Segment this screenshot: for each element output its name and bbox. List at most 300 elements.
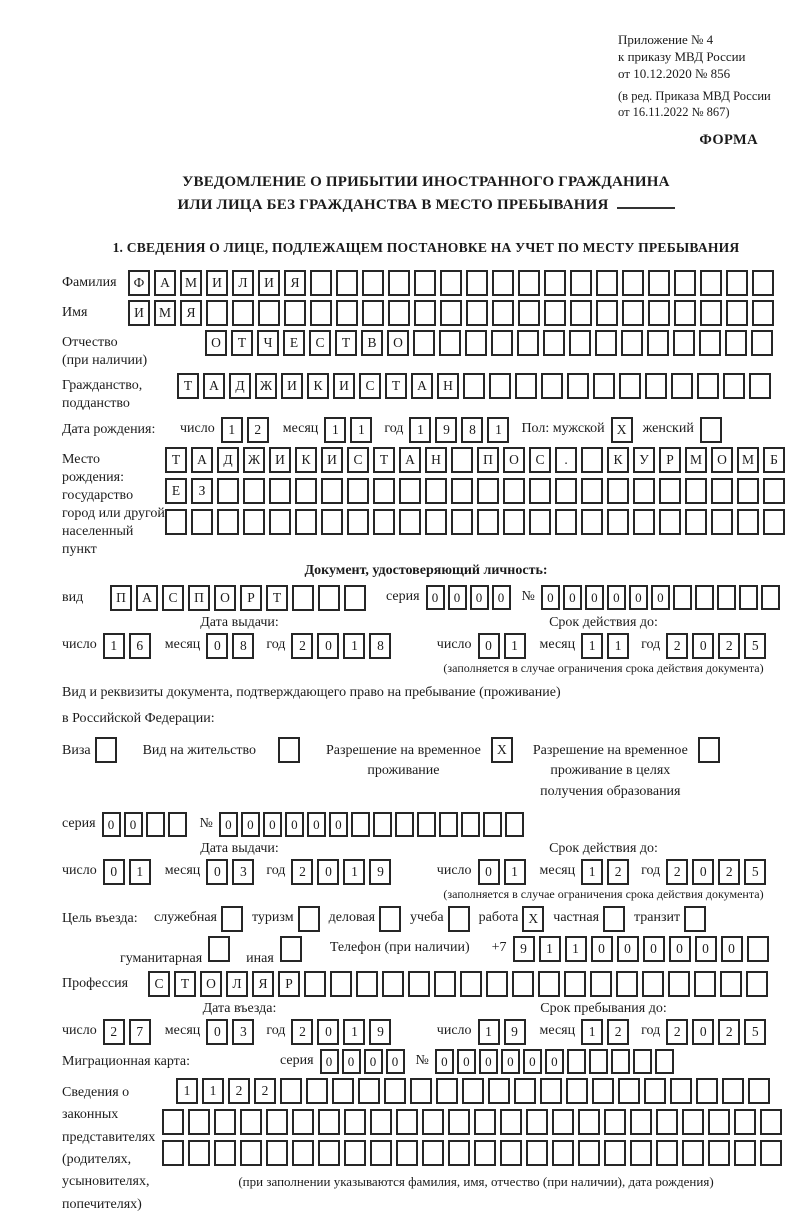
- char-box[interactable]: [318, 585, 340, 611]
- char-box[interactable]: [541, 373, 563, 399]
- char-box[interactable]: [232, 300, 254, 326]
- char-box[interactable]: М: [737, 447, 759, 473]
- char-box[interactable]: [618, 1078, 640, 1104]
- char-box[interactable]: [761, 585, 780, 610]
- char-box[interactable]: 3: [232, 1019, 254, 1045]
- char-box[interactable]: А: [203, 373, 225, 399]
- char-box[interactable]: [295, 509, 317, 535]
- char-box[interactable]: Б: [763, 447, 785, 473]
- char-box[interactable]: [659, 509, 681, 535]
- char-box[interactable]: 2: [291, 633, 313, 659]
- char-box[interactable]: К: [307, 373, 329, 399]
- char-box[interactable]: О: [200, 971, 222, 997]
- char-box[interactable]: К: [607, 447, 629, 473]
- char-box[interactable]: [570, 300, 592, 326]
- char-box[interactable]: [373, 812, 392, 837]
- char-box[interactable]: С: [162, 585, 184, 611]
- char-box[interactable]: [748, 1078, 770, 1104]
- char-box[interactable]: 0: [435, 1049, 454, 1074]
- char-box[interactable]: [448, 1109, 470, 1135]
- char-box[interactable]: [711, 478, 733, 504]
- char-box[interactable]: [330, 971, 352, 997]
- char-box[interactable]: [492, 270, 514, 296]
- char-box[interactable]: 1: [343, 633, 365, 659]
- char-box[interactable]: [318, 1109, 340, 1135]
- char-box[interactable]: [321, 478, 343, 504]
- char-box[interactable]: 0: [342, 1049, 361, 1074]
- char-box[interactable]: [518, 300, 540, 326]
- char-box[interactable]: 1: [221, 417, 243, 443]
- char-box[interactable]: 0: [448, 585, 467, 610]
- char-box[interactable]: 0: [317, 1019, 339, 1045]
- char-box[interactable]: 2: [103, 1019, 125, 1045]
- char-box[interactable]: [566, 1078, 588, 1104]
- char-box[interactable]: [214, 1109, 236, 1135]
- char-box[interactable]: 2: [247, 417, 269, 443]
- char-box[interactable]: 6: [129, 633, 151, 659]
- char-box[interactable]: 9: [369, 1019, 391, 1045]
- char-box[interactable]: [503, 509, 525, 535]
- char-box[interactable]: [645, 373, 667, 399]
- char-box[interactable]: 0: [206, 1019, 228, 1045]
- char-box[interactable]: [700, 270, 722, 296]
- char-box[interactable]: 2: [666, 1019, 688, 1045]
- char-box[interactable]: [489, 373, 511, 399]
- char-box[interactable]: 0: [692, 859, 714, 885]
- char-box[interactable]: [697, 373, 719, 399]
- char-box[interactable]: [526, 1140, 548, 1166]
- char-box[interactable]: [382, 971, 404, 997]
- char-box[interactable]: Д: [217, 447, 239, 473]
- char-box[interactable]: [306, 1078, 328, 1104]
- char-box[interactable]: [622, 270, 644, 296]
- char-box[interactable]: Ф: [128, 270, 150, 296]
- char-box[interactable]: [656, 1140, 678, 1166]
- char-box[interactable]: 2: [718, 633, 740, 659]
- char-box[interactable]: 0: [329, 812, 348, 837]
- char-box[interactable]: [720, 971, 742, 997]
- char-box[interactable]: [514, 1078, 536, 1104]
- char-box[interactable]: 1: [202, 1078, 224, 1104]
- char-box[interactable]: Р: [240, 585, 262, 611]
- char-box[interactable]: [344, 1109, 366, 1135]
- char-box[interactable]: 0: [651, 585, 670, 610]
- char-box[interactable]: 0: [629, 585, 648, 610]
- char-box[interactable]: [726, 300, 748, 326]
- char-box[interactable]: [362, 300, 384, 326]
- char-box[interactable]: Т: [266, 585, 288, 611]
- char-box[interactable]: [295, 478, 317, 504]
- char-box[interactable]: [370, 1109, 392, 1135]
- char-box[interactable]: [422, 1109, 444, 1135]
- char-box[interactable]: [465, 330, 487, 356]
- char-box[interactable]: В: [361, 330, 383, 356]
- char-box[interactable]: [567, 373, 589, 399]
- char-box[interactable]: [206, 300, 228, 326]
- char-box[interactable]: [711, 509, 733, 535]
- char-box[interactable]: [578, 1109, 600, 1135]
- char-box[interactable]: И: [333, 373, 355, 399]
- char-box[interactable]: [592, 1078, 614, 1104]
- char-box[interactable]: [538, 971, 560, 997]
- char-box[interactable]: [399, 509, 421, 535]
- char-box[interactable]: 0: [617, 936, 639, 962]
- char-box[interactable]: П: [110, 585, 132, 611]
- char-box[interactable]: [737, 478, 759, 504]
- char-box[interactable]: Ч: [257, 330, 279, 356]
- char-box[interactable]: [347, 509, 369, 535]
- char-box[interactable]: [622, 300, 644, 326]
- char-box[interactable]: [647, 330, 669, 356]
- char-box[interactable]: [362, 270, 384, 296]
- char-box[interactable]: [543, 330, 565, 356]
- char-box[interactable]: [304, 971, 326, 997]
- char-box[interactable]: [673, 330, 695, 356]
- char-box[interactable]: [243, 478, 265, 504]
- char-box[interactable]: Е: [165, 478, 187, 504]
- char-box[interactable]: [515, 373, 537, 399]
- char-box[interactable]: [595, 330, 617, 356]
- char-box[interactable]: [310, 300, 332, 326]
- char-box[interactable]: [633, 1049, 652, 1074]
- char-box[interactable]: 0: [563, 585, 582, 610]
- char-box[interactable]: 1: [504, 633, 526, 659]
- char-box[interactable]: 9: [435, 417, 457, 443]
- char-box[interactable]: [474, 1109, 496, 1135]
- char-box[interactable]: И: [128, 300, 150, 326]
- char-box[interactable]: [725, 330, 747, 356]
- char-box[interactable]: У: [633, 447, 655, 473]
- char-box[interactable]: [593, 373, 615, 399]
- char-box[interactable]: [517, 330, 539, 356]
- char-box[interactable]: [440, 270, 462, 296]
- char-box[interactable]: X: [611, 417, 633, 443]
- char-box[interactable]: 0: [692, 633, 714, 659]
- char-box[interactable]: О: [214, 585, 236, 611]
- char-box[interactable]: 0: [317, 859, 339, 885]
- char-box[interactable]: Р: [278, 971, 300, 997]
- char-box[interactable]: [760, 1140, 782, 1166]
- char-box[interactable]: [436, 1078, 458, 1104]
- char-box[interactable]: [269, 509, 291, 535]
- char-box[interactable]: [336, 300, 358, 326]
- char-box[interactable]: [422, 1140, 444, 1166]
- char-box[interactable]: 0: [541, 585, 560, 610]
- char-box[interactable]: [95, 737, 117, 763]
- char-box[interactable]: [700, 417, 722, 443]
- char-box[interactable]: 0: [457, 1049, 476, 1074]
- char-box[interactable]: 1: [409, 417, 431, 443]
- char-box[interactable]: [500, 1109, 522, 1135]
- char-box[interactable]: О: [503, 447, 525, 473]
- char-box[interactable]: [616, 971, 638, 997]
- char-box[interactable]: [708, 1109, 730, 1135]
- char-box[interactable]: [668, 971, 690, 997]
- char-box[interactable]: [607, 478, 629, 504]
- char-box[interactable]: 1: [581, 859, 603, 885]
- char-box[interactable]: [466, 270, 488, 296]
- char-box[interactable]: И: [258, 270, 280, 296]
- char-box[interactable]: [529, 509, 551, 535]
- char-box[interactable]: И: [321, 447, 343, 473]
- char-box[interactable]: 2: [607, 859, 629, 885]
- char-box[interactable]: 1: [103, 633, 125, 659]
- char-box[interactable]: [448, 1140, 470, 1166]
- char-box[interactable]: З: [191, 478, 213, 504]
- char-box[interactable]: И: [206, 270, 228, 296]
- char-box[interactable]: 0: [263, 812, 282, 837]
- char-box[interactable]: X: [491, 737, 513, 763]
- char-box[interactable]: П: [188, 585, 210, 611]
- char-box[interactable]: 0: [545, 1049, 564, 1074]
- char-box[interactable]: [384, 1078, 406, 1104]
- char-box[interactable]: [208, 936, 230, 962]
- char-box[interactable]: 1: [324, 417, 346, 443]
- char-box[interactable]: 0: [206, 633, 228, 659]
- char-box[interactable]: [463, 373, 485, 399]
- char-box[interactable]: [373, 478, 395, 504]
- char-box[interactable]: 0: [206, 859, 228, 885]
- char-box[interactable]: [596, 270, 618, 296]
- char-box[interactable]: Т: [373, 447, 395, 473]
- char-box[interactable]: [278, 737, 300, 763]
- char-box[interactable]: Ж: [243, 447, 265, 473]
- char-box[interactable]: [682, 1109, 704, 1135]
- char-box[interactable]: 8: [232, 633, 254, 659]
- char-box[interactable]: [298, 906, 320, 932]
- char-box[interactable]: .: [555, 447, 577, 473]
- char-box[interactable]: [734, 1109, 756, 1135]
- char-box[interactable]: 0: [124, 812, 143, 837]
- char-box[interactable]: Я: [252, 971, 274, 997]
- char-box[interactable]: [388, 300, 410, 326]
- char-box[interactable]: П: [477, 447, 499, 473]
- char-box[interactable]: 1: [565, 936, 587, 962]
- char-box[interactable]: К: [295, 447, 317, 473]
- char-box[interactable]: [700, 300, 722, 326]
- char-box[interactable]: [461, 812, 480, 837]
- char-box[interactable]: 0: [492, 585, 511, 610]
- char-box[interactable]: 0: [721, 936, 743, 962]
- char-box[interactable]: [747, 936, 769, 962]
- char-box[interactable]: 9: [369, 859, 391, 885]
- char-box[interactable]: [674, 270, 696, 296]
- char-box[interactable]: [684, 906, 706, 932]
- char-box[interactable]: [318, 1140, 340, 1166]
- char-box[interactable]: [370, 1140, 392, 1166]
- char-box[interactable]: 2: [291, 859, 313, 885]
- char-box[interactable]: [448, 906, 470, 932]
- char-box[interactable]: [351, 812, 370, 837]
- char-box[interactable]: [763, 509, 785, 535]
- char-box[interactable]: [659, 478, 681, 504]
- char-box[interactable]: А: [399, 447, 421, 473]
- char-box[interactable]: 1: [487, 417, 509, 443]
- char-box[interactable]: Т: [385, 373, 407, 399]
- char-box[interactable]: [266, 1109, 288, 1135]
- char-box[interactable]: [685, 478, 707, 504]
- char-box[interactable]: И: [269, 447, 291, 473]
- char-box[interactable]: [751, 330, 773, 356]
- char-box[interactable]: [529, 478, 551, 504]
- char-box[interactable]: [552, 1140, 574, 1166]
- char-box[interactable]: [477, 509, 499, 535]
- char-box[interactable]: 7: [129, 1019, 151, 1045]
- char-box[interactable]: [292, 1140, 314, 1166]
- char-box[interactable]: [746, 971, 768, 997]
- char-box[interactable]: [217, 478, 239, 504]
- char-box[interactable]: 5: [744, 1019, 766, 1045]
- char-box[interactable]: 2: [666, 859, 688, 885]
- char-box[interactable]: [358, 1078, 380, 1104]
- char-box[interactable]: Ж: [255, 373, 277, 399]
- char-box[interactable]: 0: [607, 585, 626, 610]
- char-box[interactable]: [146, 812, 165, 837]
- char-box[interactable]: [722, 1078, 744, 1104]
- char-box[interactable]: [633, 509, 655, 535]
- char-box[interactable]: 5: [744, 859, 766, 885]
- char-box[interactable]: 0: [219, 812, 238, 837]
- char-box[interactable]: [280, 936, 302, 962]
- char-box[interactable]: [356, 971, 378, 997]
- char-box[interactable]: [451, 478, 473, 504]
- char-box[interactable]: О: [711, 447, 733, 473]
- char-box[interactable]: [555, 509, 577, 535]
- char-box[interactable]: Т: [165, 447, 187, 473]
- char-box[interactable]: 1: [581, 633, 603, 659]
- char-box[interactable]: 0: [695, 936, 717, 962]
- char-box[interactable]: С: [148, 971, 170, 997]
- char-box[interactable]: [604, 1140, 626, 1166]
- char-box[interactable]: [266, 1140, 288, 1166]
- char-box[interactable]: [347, 478, 369, 504]
- char-box[interactable]: [544, 270, 566, 296]
- char-box[interactable]: [682, 1140, 704, 1166]
- char-box[interactable]: Т: [174, 971, 196, 997]
- char-box[interactable]: [483, 812, 502, 837]
- char-box[interactable]: 0: [478, 633, 500, 659]
- char-box[interactable]: 5: [744, 633, 766, 659]
- char-box[interactable]: 9: [513, 936, 535, 962]
- char-box[interactable]: С: [309, 330, 331, 356]
- char-box[interactable]: Е: [283, 330, 305, 356]
- char-box[interactable]: А: [411, 373, 433, 399]
- char-box[interactable]: 0: [241, 812, 260, 837]
- char-box[interactable]: [217, 509, 239, 535]
- char-box[interactable]: [590, 971, 612, 997]
- char-box[interactable]: [321, 509, 343, 535]
- char-box[interactable]: [555, 478, 577, 504]
- char-box[interactable]: [414, 270, 436, 296]
- char-box[interactable]: [734, 1140, 756, 1166]
- char-box[interactable]: [596, 300, 618, 326]
- char-box[interactable]: [581, 478, 603, 504]
- char-box[interactable]: [462, 1078, 484, 1104]
- char-box[interactable]: [695, 585, 714, 610]
- char-box[interactable]: [673, 585, 692, 610]
- char-box[interactable]: [486, 971, 508, 997]
- char-box[interactable]: [413, 330, 435, 356]
- char-box[interactable]: [760, 1109, 782, 1135]
- char-box[interactable]: 0: [307, 812, 326, 837]
- char-box[interactable]: И: [281, 373, 303, 399]
- char-box[interactable]: [505, 812, 524, 837]
- char-box[interactable]: 0: [692, 1019, 714, 1045]
- char-box[interactable]: [310, 270, 332, 296]
- char-box[interactable]: 0: [285, 812, 304, 837]
- char-box[interactable]: Р: [659, 447, 681, 473]
- char-box[interactable]: [492, 300, 514, 326]
- char-box[interactable]: 0: [320, 1049, 339, 1074]
- char-box[interactable]: 8: [461, 417, 483, 443]
- char-box[interactable]: [280, 1078, 302, 1104]
- char-box[interactable]: О: [387, 330, 409, 356]
- char-box[interactable]: [474, 1140, 496, 1166]
- char-box[interactable]: Т: [231, 330, 253, 356]
- char-box[interactable]: Т: [177, 373, 199, 399]
- char-box[interactable]: 2: [718, 859, 740, 885]
- char-box[interactable]: [188, 1109, 210, 1135]
- char-box[interactable]: [292, 585, 314, 611]
- char-box[interactable]: [269, 478, 291, 504]
- char-box[interactable]: [162, 1140, 184, 1166]
- char-box[interactable]: [723, 373, 745, 399]
- char-box[interactable]: 0: [317, 633, 339, 659]
- char-box[interactable]: А: [136, 585, 158, 611]
- char-box[interactable]: [240, 1140, 262, 1166]
- char-box[interactable]: [726, 270, 748, 296]
- char-box[interactable]: [165, 509, 187, 535]
- char-box[interactable]: 0: [426, 585, 445, 610]
- char-box[interactable]: [655, 1049, 674, 1074]
- char-box[interactable]: [717, 585, 736, 610]
- char-box[interactable]: 0: [523, 1049, 542, 1074]
- char-box[interactable]: М: [154, 300, 176, 326]
- char-box[interactable]: [581, 509, 603, 535]
- char-box[interactable]: [569, 330, 591, 356]
- char-box[interactable]: [425, 478, 447, 504]
- char-box[interactable]: 1: [343, 859, 365, 885]
- char-box[interactable]: [739, 585, 758, 610]
- char-box[interactable]: [696, 1078, 718, 1104]
- char-box[interactable]: [670, 1078, 692, 1104]
- char-box[interactable]: [570, 270, 592, 296]
- char-box[interactable]: 1: [478, 1019, 500, 1045]
- char-box[interactable]: [240, 1109, 262, 1135]
- char-box[interactable]: 1: [504, 859, 526, 885]
- char-box[interactable]: 0: [669, 936, 691, 962]
- char-box[interactable]: [417, 812, 436, 837]
- char-box[interactable]: [491, 330, 513, 356]
- char-box[interactable]: М: [685, 447, 707, 473]
- char-box[interactable]: 1: [607, 633, 629, 659]
- char-box[interactable]: [763, 478, 785, 504]
- char-box[interactable]: О: [205, 330, 227, 356]
- char-box[interactable]: [567, 1049, 586, 1074]
- char-box[interactable]: 0: [591, 936, 613, 962]
- char-box[interactable]: [752, 300, 774, 326]
- char-box[interactable]: [552, 1109, 574, 1135]
- char-box[interactable]: [699, 330, 721, 356]
- char-box[interactable]: [466, 300, 488, 326]
- char-box[interactable]: [512, 971, 534, 997]
- char-box[interactable]: [644, 1078, 666, 1104]
- char-box[interactable]: [439, 812, 458, 837]
- char-box[interactable]: 0: [585, 585, 604, 610]
- char-box[interactable]: [243, 509, 265, 535]
- char-box[interactable]: [188, 1140, 210, 1166]
- char-box[interactable]: [439, 330, 461, 356]
